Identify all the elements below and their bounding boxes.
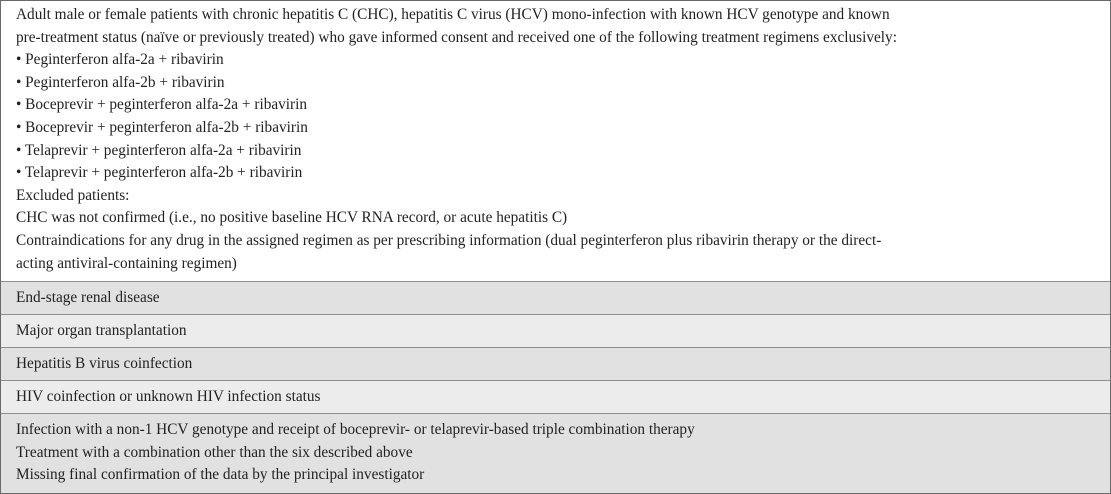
table-line: Excluded patients: xyxy=(16,186,130,204)
table-row xyxy=(1,414,1110,493)
table-line: • Telaprevir + peginterferon alfa-2b + ribavirin xyxy=(16,164,303,182)
table-line: Adult male or female patients with chronic hepatitis C (CHC), hepatitis C virus (HCV) mono-infection with known HCV genotype and known xyxy=(16,6,890,23)
table-line: • Peginterferon alfa-2b + ribavirin xyxy=(16,73,225,91)
table-row-inclusion xyxy=(1,1,1110,282)
table-line: CHC was not confirmed (i.e., no positive baseline HCV RNA record, or acute hepatitis C) xyxy=(16,209,568,227)
table-row xyxy=(1,348,1110,381)
table-line: • Boceprevir + peginterferon alfa-2a + ribavirin xyxy=(16,96,308,114)
table-row xyxy=(1,315,1110,348)
table-line: Contraindications for any drug in the assigned regimen as per prescribing information (dual peginterferon plus ribavirin therapy or the direct- xyxy=(16,231,882,249)
table-line: • Telaprevir + peginterferon alfa-2a + ribavirin xyxy=(16,141,302,159)
table-line: End-stage renal disease xyxy=(16,289,160,306)
table-line: • Boceprevir + peginterferon alfa-2b + ribavirin xyxy=(16,118,308,136)
table-line: Missing final confirmation of the data by the principal investigator xyxy=(16,466,425,484)
table-line: Hepatitis B virus coinfection xyxy=(16,355,193,372)
table-line: pre-treatment status (naïve or previously treated) who gave informed consent and received one of the following treatment regimens exclusively: xyxy=(16,28,897,46)
table-row xyxy=(1,381,1110,414)
table-line: Infection with a non-1 HCV genotype and receipt of boceprevir- or telaprevir-based triple combination therapy xyxy=(16,421,695,438)
table-line: acting antiviral-containing regimen) xyxy=(16,254,237,272)
table-line: Treatment with a combination other than the six described above xyxy=(16,443,413,461)
table-line: HIV coinfection or unknown HIV infection status xyxy=(16,388,321,405)
table-row xyxy=(1,282,1110,315)
table-line: Major organ transplantation xyxy=(16,322,187,339)
table-line: • Peginterferon alfa-2a + ribavirin xyxy=(16,51,224,69)
